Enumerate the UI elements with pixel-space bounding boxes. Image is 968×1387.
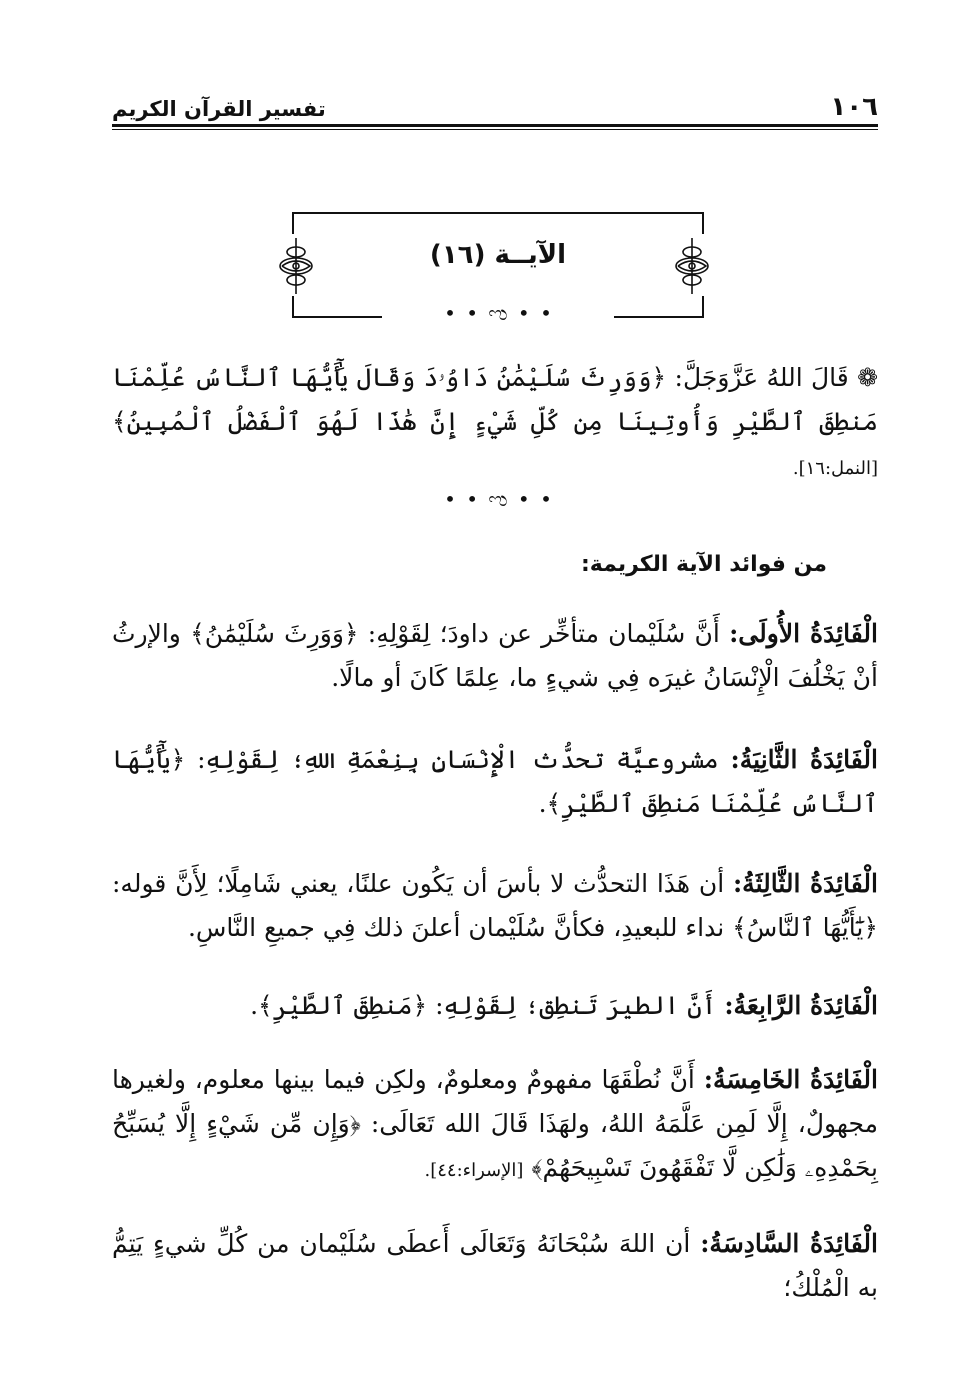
flourish-ornament-icon bbox=[672, 238, 712, 294]
header-rule bbox=[112, 124, 878, 127]
benefit-paragraph bbox=[112, 738, 878, 826]
benefit-label: الْفَائِدَةُ الخَامِسَةُ: bbox=[703, 1065, 878, 1094]
benefit-text: أَنَّ نُطْقَهَا مفهومٌ ومعلومٌ، ولكِن فيما بينها معلوم، ولغيرها مجهولٌ، إِلَّا لَمِن عَلَّمَهُ اللهُ، ولهَذَا قَالَ الله تَعَالَى: ﴿وَإِن مِّن شَيْءٍ إِلَّا يُسَبِّحُ بِحَمْدِهِۦ وَلَٰكِن لَّا تَفْقَهُونَ تَسْبِيحَهُمْ﴾ bbox=[112, 1065, 878, 1182]
benefit-text: أَنَّ الطيرَ تَنطِق؛ لِقَوْلِهِ: ﴿مَنطِقَ ٱلطَّيْرِ﴾. bbox=[250, 991, 717, 1020]
benefit-reference: [الإسراء:٤٤]. bbox=[424, 1160, 524, 1181]
benefit-text: أَنَّ سُلَيْمان متأخِّر عن داودَ؛ لِقَوْلِهِ: ﴿وَوَرِثَ سُلَيْمَٰنُ﴾ والإرثُ أنْ يَخْلُفَ الْإِنْسَانُ غيرَه فِي شيءٍ ما، عِلمًا كَانَ أو مالًا. bbox=[112, 619, 878, 692]
verse-heading: الآيــة (١٦) bbox=[429, 240, 567, 270]
running-header bbox=[112, 86, 878, 120]
page-number: ١٠٦ bbox=[830, 92, 878, 122]
verse-reference: [النمل:١٦]. bbox=[792, 458, 878, 479]
ornamental-divider: • • ಌ • • bbox=[444, 301, 554, 325]
ornamental-divider: • • ಌ • • bbox=[444, 487, 554, 511]
benefit-paragraph bbox=[112, 1222, 878, 1310]
verse-text: ﴿وَوَرِثَ سُلَيْمَٰنُ دَاوُۥدَ وَقَالَ يَٰٓأَيُّهَا ٱلنَّاسُ عُلِّمْنَا مَنطِقَ ٱلطَّيْرِ وَأُوتِينَا مِن كُلِّ شَيْءٍ إِنَّ هَٰذَا لَهُوَ ٱلْفَضْلُ ٱلْمُبِينُ﴾ bbox=[112, 363, 878, 436]
benefit-text: أن اللهَ سُبْحَانَهُ وَتَعَالَى أَعطَى سُلَيْمان من كُلِّ شيءٍ يَتِمُّ به الْمُلْكُ؛ bbox=[112, 1229, 878, 1302]
benefit-paragraph bbox=[112, 984, 878, 1028]
benefit-label: الْفَائِدَةُ الأُولَى: bbox=[729, 619, 878, 648]
verse-intro: قَالَ اللهُ عَزَّوَجَلَّ: bbox=[674, 363, 849, 392]
benefit-label: الْفَائِدَةُ الرَّابِعَةُ: bbox=[724, 991, 878, 1020]
flourish-ornament-icon bbox=[276, 238, 316, 294]
section-title: من فوائد الآية الكريمة: bbox=[580, 552, 827, 577]
verse-marker-icon: ❁ bbox=[857, 363, 879, 392]
verse-paragraph bbox=[112, 356, 878, 491]
benefit-label: الْفَائِدَةُ الثَّالِثَةُ: bbox=[732, 869, 879, 898]
benefit-text: مشروعيَّة تحدُّث الْإِنْسَانِ بِنِعْمَةِ اللهِ؛ لِقَوْلِهِ: ﴿يَٰٓأَيُّهَا ٱلنَّاسُ عُلِّمْنَا مَنطِقَ ٱلطَّيْرِ﴾. bbox=[112, 745, 878, 818]
benefit-paragraph bbox=[112, 1058, 878, 1193]
benefit-paragraph bbox=[112, 862, 878, 950]
header-rule-thin bbox=[112, 129, 878, 130]
benefit-label: الْفَائِدَةُ الثَّانِيَةُ: bbox=[730, 745, 878, 774]
benefit-label: الْفَائِدَةُ السَّادِسَةُ: bbox=[700, 1229, 878, 1258]
benefit-paragraph bbox=[112, 612, 878, 700]
book-title: تفسير القرآن الكريم bbox=[112, 97, 326, 121]
benefit-text: أن هَذَا التحدُّث لا بأسَ أن يَكُون علنًا، يعني شَامِلًا؛ لِأَنَّ قوله: ﴿يَٰٓأَيُّهَا ٱلنَّاسُ﴾ نداء للبعيدِ، فكأنَّ سُلَيْمان أعلنَ ذلك فِي جميعِ النَّاسِ. bbox=[112, 869, 878, 942]
